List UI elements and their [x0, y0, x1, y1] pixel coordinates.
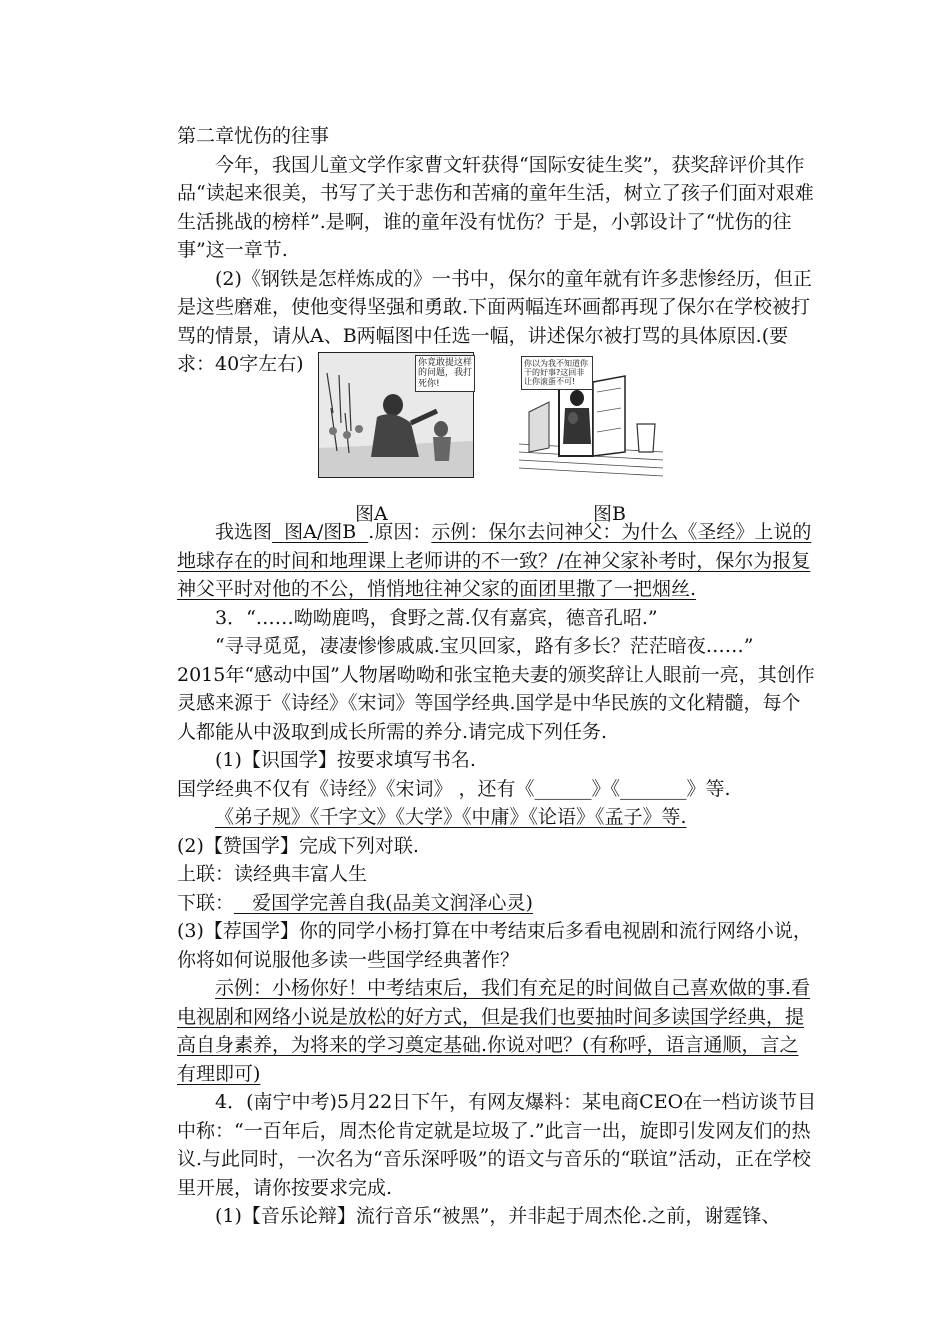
sub3-answer-text: 示例：小杨你好！中考结束后，我们有充足的时间做自己喜欢做的事.看电视剧和网络小说是放松的好方式，但是我们也要抽时间多读国学经典，提高自身素养，为将来的学习奠定基础.你说对吧？(有称呼，语言通顺，言之有理即可): [177, 977, 811, 1085]
couplet-lower-answer: [234, 892, 533, 914]
couplet-lower: [177, 889, 817, 918]
couplet-upper: 上联：读经典丰富人生: [177, 863, 368, 885]
question-3-sub3: (3)【荐国学】你的同学小杨打算在中考结束后多看电视剧和流行网络小说，你将如何说服他多读一些国学经典著作？: [177, 920, 812, 971]
comic-figure-b: [519, 352, 663, 478]
question-3-sub1: (1)【识国学】按要求填写书名.: [215, 749, 476, 771]
couplet-lower-lead: 下联：: [177, 891, 235, 914]
sub1-answer-text: 《弟子规》《千字文》《大学》《中庸》《论语》《孟子》等.: [215, 806, 687, 828]
answer-choice-text: 图A/图B: [284, 521, 357, 543]
couplet-lower-answer-text: 爱国学完善自我(品美文润泽心灵): [252, 891, 533, 914]
question-3-quote-1: 3．“……呦呦鹿鸣，食野之蒿.仅有嘉宾，德音孔昭.”: [215, 606, 658, 629]
section-2: [177, 518, 817, 1231]
answer-lead: 我选图: [215, 521, 273, 543]
question-3-sub1-answer: [177, 803, 817, 832]
chapter-heading: 第二章忧伤的往事: [177, 125, 330, 147]
figure-a-caption: 图A: [355, 503, 388, 525]
answer-reason-text: 示例：保尔去问神父：为什么《圣经》上说的地球存在的时间和地理课上老师讲的不一致？/在神父家补考时，保尔为报复神父平时对他的不公，悄悄地往神父家的面团里撒了一把烟丝.: [177, 521, 812, 600]
answer-reason-lead: .原因：: [368, 521, 432, 543]
question-3-sub2: (2)【赞国学】完成下列对联.: [177, 834, 419, 857]
question-2-answer: [177, 518, 817, 604]
comic-a-speech-bubble: 你竟敢提这样的问题，我打死你!: [415, 355, 475, 392]
question-3-sub1-blank: 国学经典不仅有《诗经》《宋词》 ，还有《______》《_______》等.: [177, 777, 731, 800]
comic-figure-a: [318, 352, 474, 478]
question-4-intro: 4．(南宁中考)5月22日下午，有网友爆料：某电商CEO在一档访谈节目中称：“一百年后，周杰伦肯定就是垃圾了.”此言一出，旋即引发网友们的热议.与此同时，一次名为“音乐深呼吸”的语文与音乐的“联谊”活动，正在学校里开展，请你按要求完成.: [177, 1091, 817, 1199]
question-3-sub3-answer: [177, 974, 817, 1088]
figure-b-caption: 图B: [593, 503, 626, 525]
section-1: [177, 122, 817, 379]
question-3-quote-2: “寻寻觅觅，凄凄惨惨戚戚.宝贝回家，路有多长？茫茫暗夜……”: [215, 635, 754, 657]
comic-b-speech-bubble: 你以为我不知道你干的好事?这回非让你滚蛋不可!: [521, 356, 593, 390]
question-4-sub1: (1)【音乐论辩】流行音乐“被黑”，并非起于周杰伦.之前，谢霆锋、: [215, 1205, 781, 1227]
intro-paragraph: 今年，我国儿童文学作家曹文轩获得“国际安徒生奖”，获奖辞评价其作品“读起来很美，书写了关于悲伤和苦痛的童年生活，树立了孩子们面对艰难生活挑战的榜样”.是啊，谁的童年没有忧伤？于是，小郭设计了“忧伤的往事”这一章节.: [177, 153, 814, 261]
question-3-intro: 2015年“感动中国”人物屠呦呦和张宝艳夫妻的颁奖辞让人眼前一亮，其创作灵感来源于《诗经》《宋词》等国学经典.国学是中华民族的文化精髓，每个人都能从中汲取到成长所需的养分.请完成下列任务.: [177, 663, 815, 743]
question-2-prompt: (2)《钢铁是怎样炼成的》一书中，保尔的童年就有许多悲惨经历，但正是这些磨难，使他变得坚强和勇敢.下面两幅连环画都再现了保尔在学校被打骂的情景，请从A、B两幅图中任选一幅，讲述保尔被打骂的具体原因.(要求：40字左右): [177, 267, 812, 375]
answer-choice: [272, 521, 368, 543]
